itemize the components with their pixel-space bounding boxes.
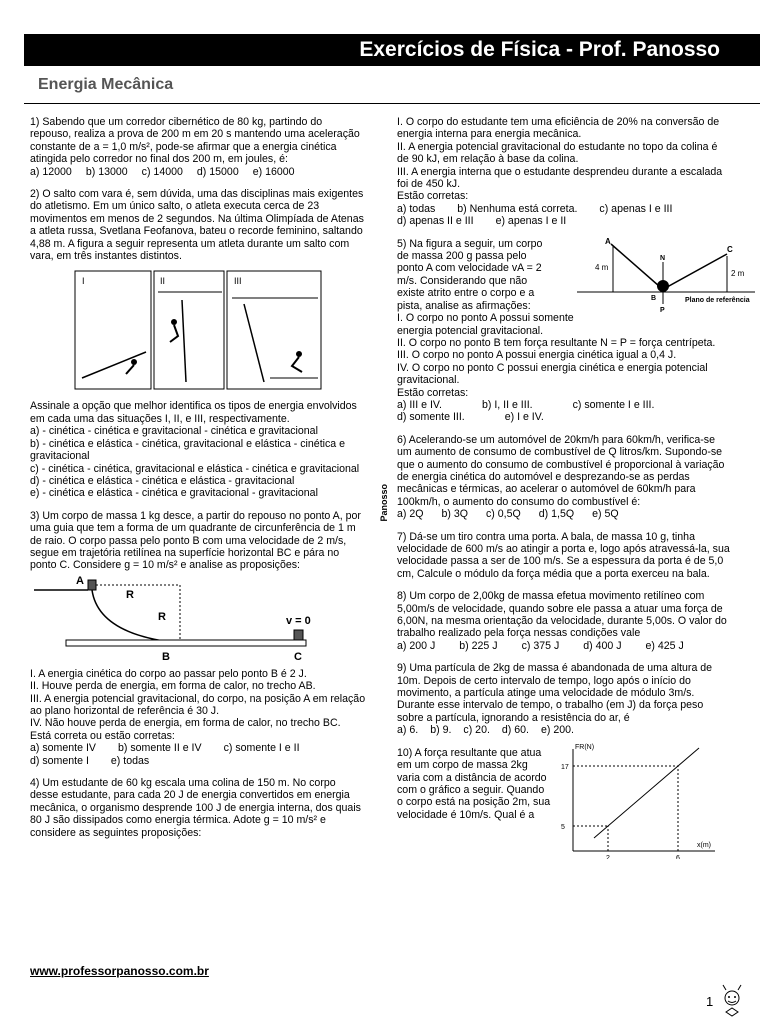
right-column: [397, 116, 750, 859]
q2-option: b) - cinética e elástica - cinética, gravitacional e elástica - cinética e gravitacional: [30, 437, 346, 463]
mascot-icon: [712, 982, 752, 1022]
force-line: [594, 748, 699, 838]
chart-ylabel: FR(N): [575, 743, 595, 751]
q3-label-c: C: [294, 650, 302, 663]
q1-text: 1) Sabendo que um corredor cibernético de 80 kg, partindo do repouso, realiza a prova de 200 m em 20 s mantendo uma aceleração constante de a = 1,0 m/s², pode-se afirmar que a energia cinética atingida pelo corredor no final dos 200 m, em joules, é:: [30, 116, 360, 166]
q6-options: [397, 508, 732, 520]
q4-options: [397, 203, 732, 228]
q5-label-a: A: [605, 236, 611, 246]
q4-statement: III. A energia interna que o estudante desprendeu durante a escalada foi de 450 kJ.: [397, 165, 723, 191]
q9-option: d) 60.: [501, 724, 529, 737]
q3-option: b) somente II e IV: [117, 742, 202, 755]
q4-prompt: Estão corretas:: [397, 190, 469, 203]
q3-option: e) todas: [110, 754, 150, 767]
q6-text: 6) Acelerando-se um automóvel de 20km/h para 60km/h, verifica-se um aumento de consumo de combustível de Q litros/km. Supondo-se que o aumento do consumo de combustível é proporcional à variação de energia cinética do automóvel e desprezando-se as perdas mecânicas e térmicas, ao acelerar o automóvel de 60km/h para 100km/h, o aumento do consumo do combustível é:: [397, 433, 725, 508]
q5-label-h1: 4 m: [595, 262, 609, 272]
q5-statement: IV. O corpo no ponto C possui energia cinética e energia potencial gravitacional.: [397, 361, 708, 387]
y-tick-label: 17: [561, 763, 569, 771]
q2-option: a) - cinética - cinética e gravitacional - cinética e gravitacional: [30, 425, 318, 438]
header-title: Exercícios de Física - Prof. Panosso: [359, 38, 720, 61]
q10-text: 10) A força resultante que atua em um corpo de massa 2kg varia com a distância de acordo com o gráfico a seguir. Quando o corpo está na posição 2m, sua velocidade é 10m/s. Qual é a: [397, 746, 551, 821]
question-8: [397, 590, 732, 652]
q1-option: c) 14000: [141, 165, 183, 178]
quadrant-track-figure: [30, 574, 330, 666]
q9-option: c) 20.: [463, 724, 490, 737]
y-tick-label: 5: [561, 823, 565, 831]
q8-option: c) 375 J: [521, 639, 560, 652]
q5-option: a) III e IV.: [397, 398, 442, 411]
q3-option: c) somente I e II: [223, 742, 300, 755]
q6-option: c) 0,5Q: [486, 508, 521, 521]
q5-option: c) somente I e III.: [572, 398, 655, 411]
q8-text: 8) Um corpo de 2,00kg de massa efetua movimento retilíneo com 5,00m/s de velocidade, quando sobre ele passa a atuar uma força de 6,00N, na mesma orientação da velocidade, durante 5,00s. O valor do trabalho realizado pela força nessas condições vale: [397, 590, 727, 640]
q4-option: e) apenas I e II: [495, 215, 567, 228]
question-7: [397, 531, 732, 581]
fig-label-ii: II: [160, 276, 166, 287]
q4-option: b) Nenhuma está correta.: [457, 202, 578, 215]
q5-label-b: B: [651, 294, 657, 302]
q3-label-a: A: [76, 574, 84, 587]
header-rule: [24, 103, 760, 104]
q5-label-ref: Plano de referência: [685, 296, 750, 304]
page-number: 1: [706, 994, 714, 1009]
q3-statement: I. A energia cinética do corpo ao passar pelo ponto B é 2 J.: [30, 667, 307, 680]
question-9: [397, 662, 732, 736]
q5-option: b) I, II e III.: [481, 398, 533, 411]
q6-option: e) 5Q: [592, 508, 619, 521]
q4-text: 4) Um estudante de 60 kg escala uma colina de 150 m. No corpo desse estudante, para cada 20 J de energia convertidos em energia mecânica, o organismo desprende 100 J de energia interna, dos quais 80 J são dissipados como energia térmica. Adote g = 10 m/s² e considere as seguintes proposições:: [30, 777, 361, 839]
q4-option: a) todas: [397, 202, 436, 215]
fig-label-i: I: [82, 276, 85, 287]
q3-statement: IV. Não houve perda de energia, em forma de calor, no trecho BC.: [30, 717, 341, 730]
q5-option: d) somente III.: [397, 411, 465, 424]
question-5: [397, 236, 750, 424]
q3-label-r2: R: [158, 610, 166, 623]
side-vertical-text: [378, 484, 388, 526]
q5-statement: II. O corpo no ponto B tem força resultante N = P = força centrípeta.: [397, 336, 716, 349]
question-10: [397, 743, 732, 859]
q1-option: b) 13000: [85, 165, 128, 178]
q1-option: e) 16000: [252, 165, 295, 178]
q9-options: [397, 724, 732, 736]
q8-option: e) 425 J: [645, 639, 684, 652]
page-subtitle: Energia Mecânica: [38, 76, 174, 93]
force-distance-chart: [559, 739, 719, 859]
q8-option: d) 400 J: [583, 639, 622, 652]
q8-options: [397, 640, 732, 652]
header-bar: [24, 34, 760, 66]
question-4-continued: [397, 116, 732, 228]
q5-statement: I. O corpo no ponto A possui somente energia potencial gravitacional.: [397, 312, 574, 337]
question-6: [397, 434, 732, 521]
q9-text: 9) Uma partícula de 2kg de massa é abandonada de uma altura de 10m. Depois de certo intervalo de tempo, logo após o início do movimento, a partícula atinge uma velocidade de módulo 3m/s. Durante esse intervalo de tempo, o trabalho (em J) da força peso sobre a partícula, ignorando a resistência do ar, é: [397, 662, 713, 724]
q5-option: e) I e IV.: [504, 411, 544, 424]
q3-label-b: B: [162, 650, 170, 663]
q3-options: [30, 742, 366, 767]
q2-option: d) - cinética e elástica - cinética e elástica - gravitacional: [30, 474, 295, 487]
q4-option: d) apenas II e III: [397, 215, 474, 228]
q4-statement: I. O corpo do estudante tem uma eficiência de 20% na conversão de energia interna para energia mecânica.: [397, 116, 720, 141]
left-column: [30, 116, 366, 839]
q3-prompt: Está correta ou estão corretas:: [30, 729, 175, 742]
q3-text: 3) Um corpo de massa 1 kg desce, a partir do repouso no ponto A, por uma guia que tem a forma de um quadrante de circunferência de 1 m de raio. O corpo passa pelo ponto B com uma velocidade de 2 m/s, segue em trajetória retilínea na superfície horizontal BC e pára no ponto C. Considere g = 10 m/s² e analise as proposições:: [30, 509, 361, 572]
q5-label-n: N: [660, 254, 666, 262]
q2-text: 2) O salto com vara é, sem dúvida, uma das disciplinas mais exigentes do atletismo. Em um único salto, o atleta executa cerca de 23 movimentos em menos de 2 segundos. Na última Olimpíada de Atenas a atleta russa, Svetlana Feofanova, bateu o recorde feminino, saltando 4,88 m. A figura a seguir representa um atleta durante um salto com vara, em três instantes distintos.: [30, 188, 364, 263]
x-tick-label: 2: [606, 854, 610, 859]
question-3: [30, 510, 366, 767]
question-4: [30, 777, 366, 839]
chart-xlabel: x(m): [697, 841, 711, 849]
q1-option: d) 15000: [196, 165, 239, 178]
side-text: Panosso: [379, 484, 389, 522]
q5-options: [397, 399, 732, 424]
q2-option: e) - cinética e elástica - cinética e gravitacional - gravitacional: [30, 487, 318, 500]
q2-option: c) - cinética - cinética, gravitacional e elástica - cinética e gravitacional: [30, 462, 360, 475]
q4-statement: II. A energia potencial gravitacional do estudante no topo da colina é de 90 kJ, em relação à base da colina.: [397, 140, 718, 166]
q3-label-r1: R: [126, 588, 134, 601]
q9-option: e) 200.: [541, 724, 574, 737]
q7-text: 7) Dá-se um tiro contra uma porta. A bala, de massa 10 g, tinha velocidade de 600 m/s ao atingir a porta e, logo após atravessá-la, sua velocidade passa a ser de 100 m/s. Se a espessura da porta é de 5,0 cm, Calcule o módulo da força média que a porta exerceu na bala.: [397, 530, 730, 580]
q2-prompt: Assinale a opção que melhor identifica os tipos de energia envolvidos em cada uma das situações I, II, e III, respectivamente.: [30, 400, 357, 425]
q5-label-p: P: [660, 306, 665, 314]
q3-option: a) somente IV: [30, 742, 96, 755]
q1-option: a) 12000: [30, 165, 72, 178]
q3-statement: III. A energia potencial gravitacional, do corpo, na posição A em relação ao plano horizontal de referência é 30 J.: [30, 692, 366, 717]
q9-option: a) 6.: [397, 724, 419, 737]
q5-prompt: Estão corretas:: [397, 386, 469, 399]
question-1: [30, 116, 366, 178]
pole-vault-figure: [74, 270, 324, 394]
q1-options: [30, 166, 366, 178]
q6-option: d) 1,5Q: [538, 508, 575, 521]
q9-option: b) 9.: [430, 724, 452, 737]
footer-url[interactable]: www.professorpanosso.com.br: [30, 964, 209, 978]
q8-option: a) 200 J: [397, 639, 436, 652]
q8-option: b) 225 J: [459, 639, 498, 652]
q5-label-h2: 2 m: [731, 268, 745, 278]
x-tick-label: 6: [676, 854, 680, 859]
fig-label-iii: III: [234, 276, 242, 287]
q5-text: 5) Na figura a seguir, um corpo de massa 200 g passa pelo ponto A com velocidade vA = 2 m/s. Considerando que não existe atrito entre o corpo e a pista, analise as afirmações:: [397, 237, 543, 312]
q5-statement: III. O corpo no ponto A possui energia cinética igual a 0,4 J.: [397, 349, 677, 362]
q6-option: a) 2Q: [397, 508, 424, 521]
question-2: [30, 188, 366, 500]
q6-option: b) 3Q: [441, 508, 468, 521]
track-figure: [575, 234, 757, 314]
q3-statement: II. Houve perda de energia, em forma de calor, no trecho AB.: [30, 680, 316, 693]
q5-label-c: C: [727, 244, 733, 254]
q3-option: d) somente I: [30, 754, 89, 767]
q4-option: c) apenas I e III: [599, 202, 673, 215]
q3-label-v: v = 0: [286, 614, 311, 627]
